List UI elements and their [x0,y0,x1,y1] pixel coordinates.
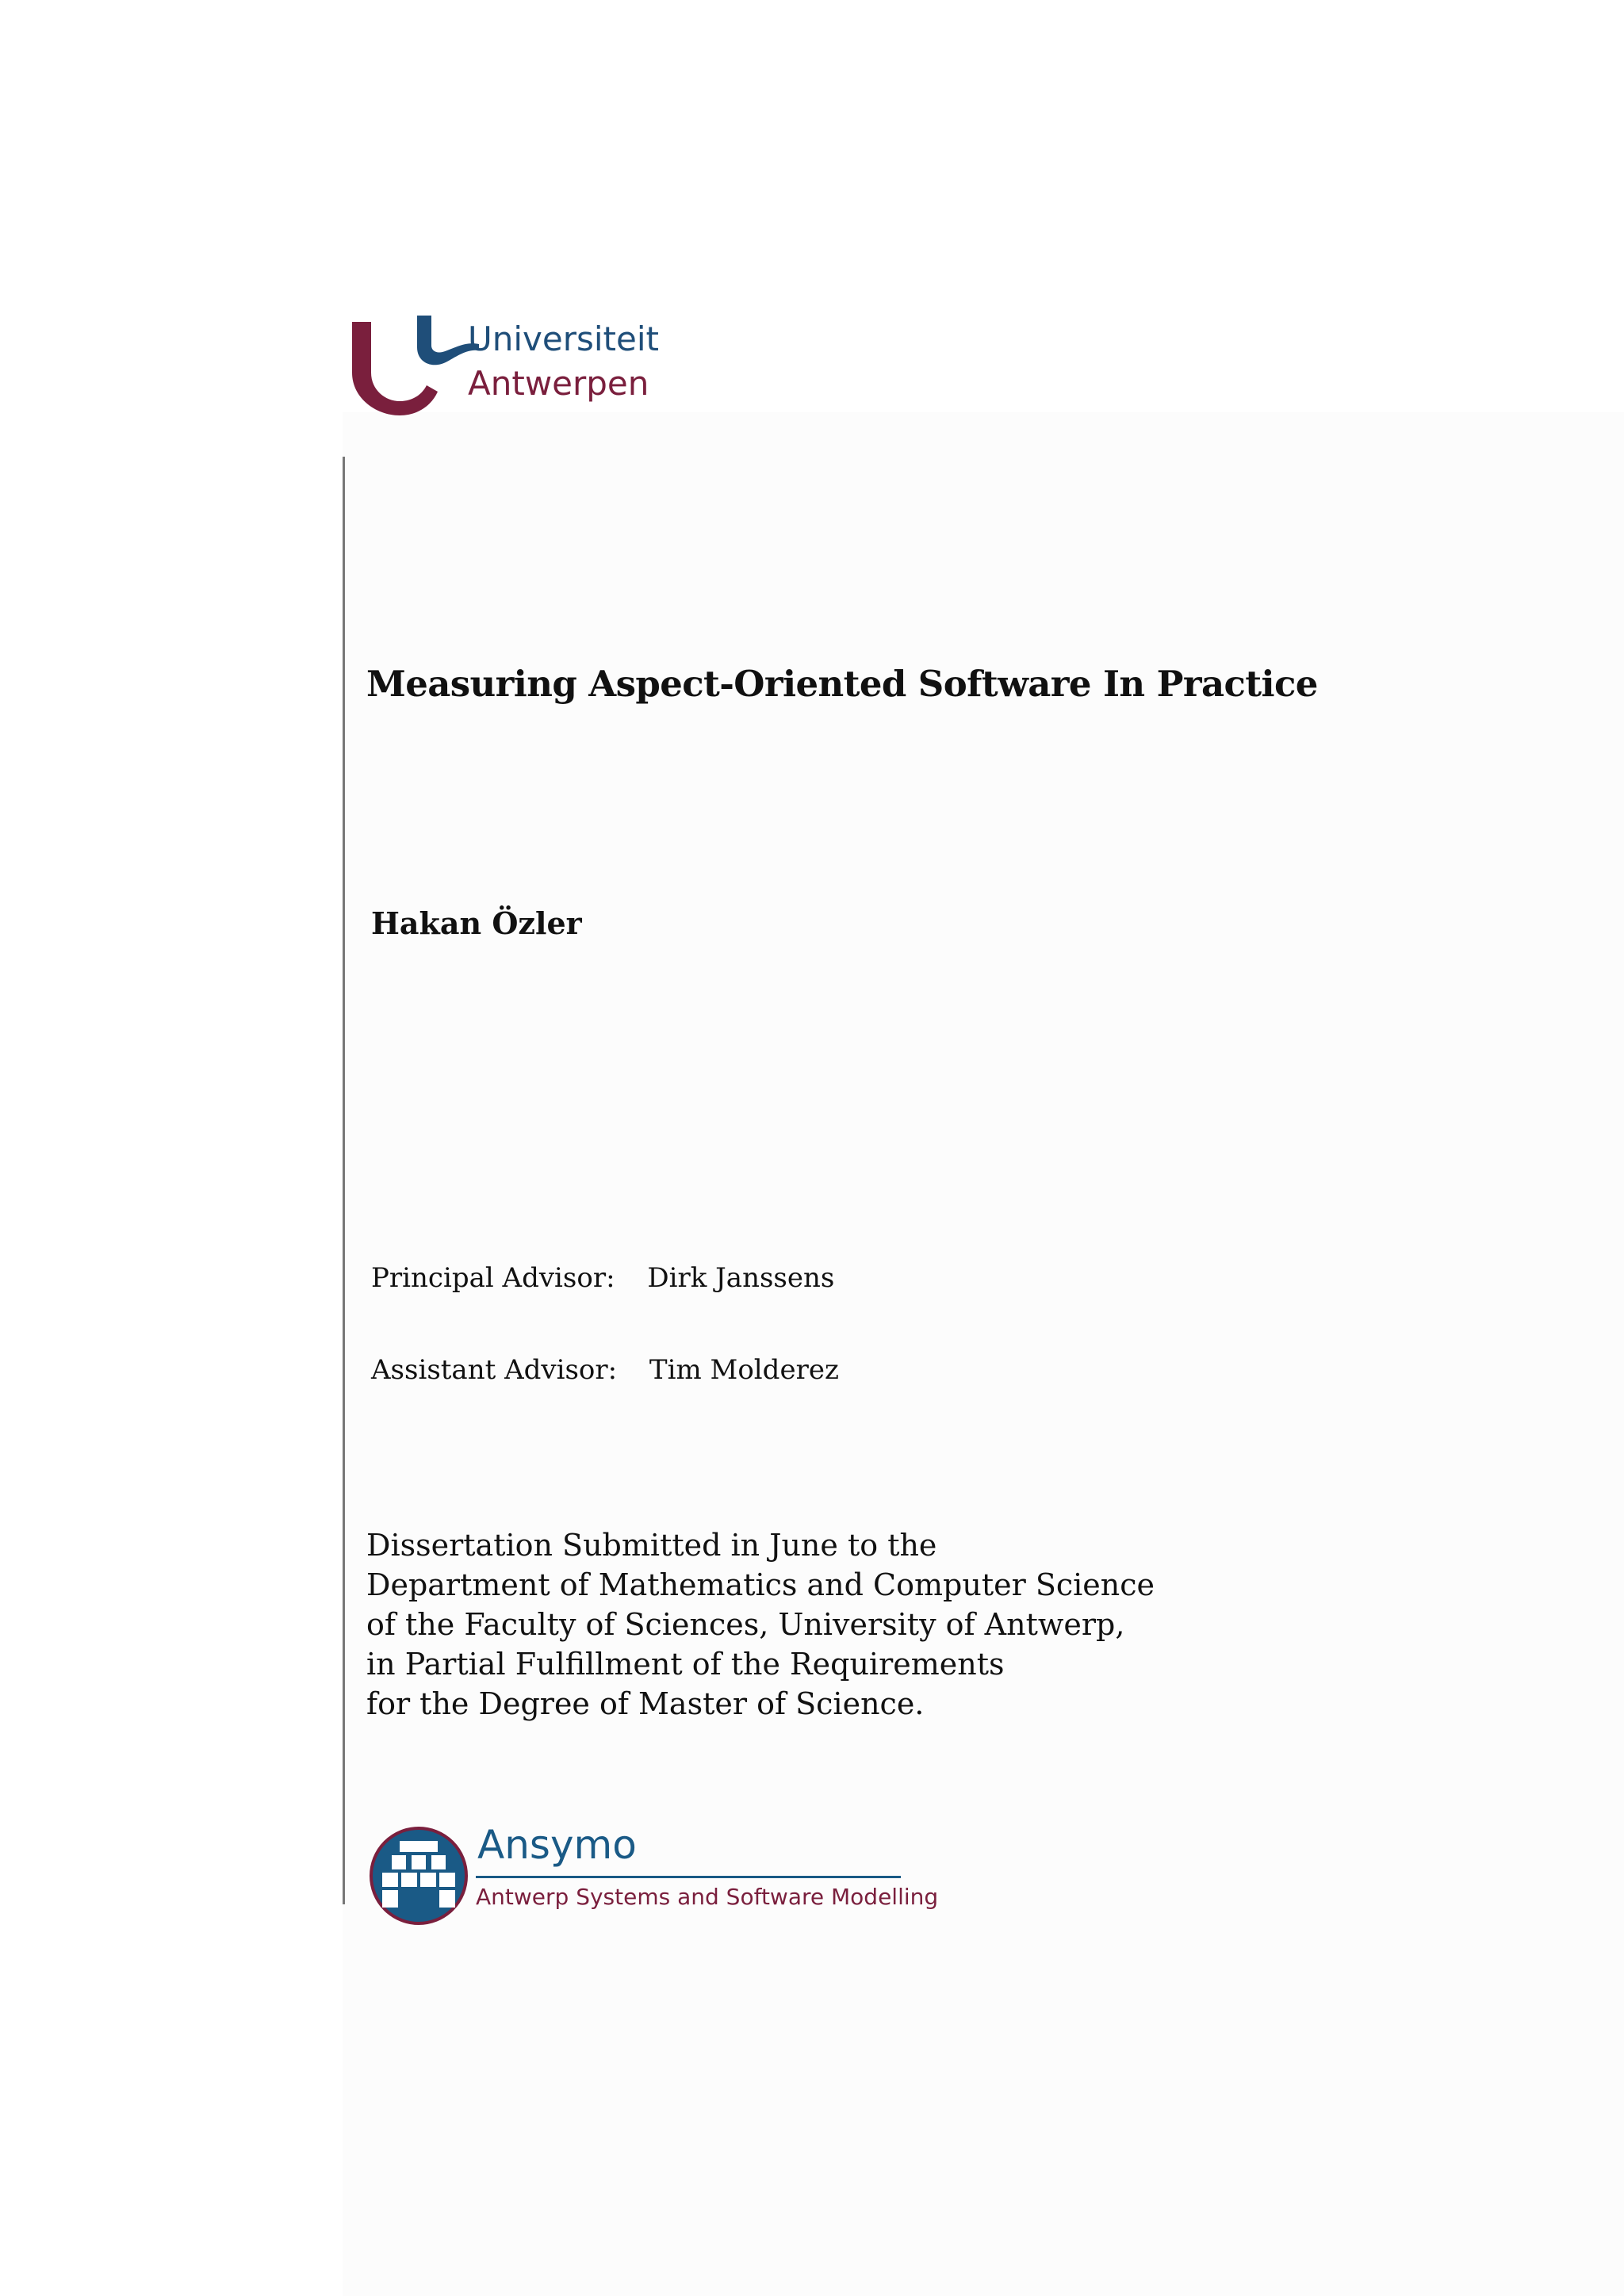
statement-line: for the Degree of Master of Science. [366,1686,925,1721]
dissertation-statement [366,1525,1155,1724]
author-name: Hakan Özler [371,905,582,941]
ansymo-underline [476,1876,901,1878]
ansymo-name: Ansymo [477,1822,637,1868]
assistant-advisor-label: Assistant Advisor: [371,1354,618,1386]
assistant-advisor-name: Tim Molderez [649,1354,839,1386]
university-name-line1: Universiteit [468,320,659,358]
ansymo-logo [370,1822,939,1930]
assistant-advisor-row [371,1354,839,1386]
university-antwerp-logo-icon [349,316,484,417]
vertical-rule [343,457,345,1904]
university-logo [349,316,682,419]
principal-advisor-name: Dirk Janssens [647,1262,835,1294]
university-name-line2: Antwerpen [468,364,649,403]
principal-advisor-label: Principal Advisor: [371,1262,615,1294]
statement-line: Dissertation Submitted in June to the [366,1528,937,1563]
ansymo-subtitle: Antwerp Systems and Software Modelling [476,1884,939,1910]
principal-advisor-row [371,1262,834,1294]
statement-line: in Partial Fulfillment of the Requirements [366,1647,1005,1682]
statement-line: of the Faculty of Sciences, University of Antwerp, [366,1607,1125,1642]
thesis-title: Measuring Aspect-Oriented Software In Practice [366,663,1318,705]
ansymo-logo-icon [370,1827,468,1925]
statement-line: Department of Mathematics and Computer Science [366,1567,1155,1602]
